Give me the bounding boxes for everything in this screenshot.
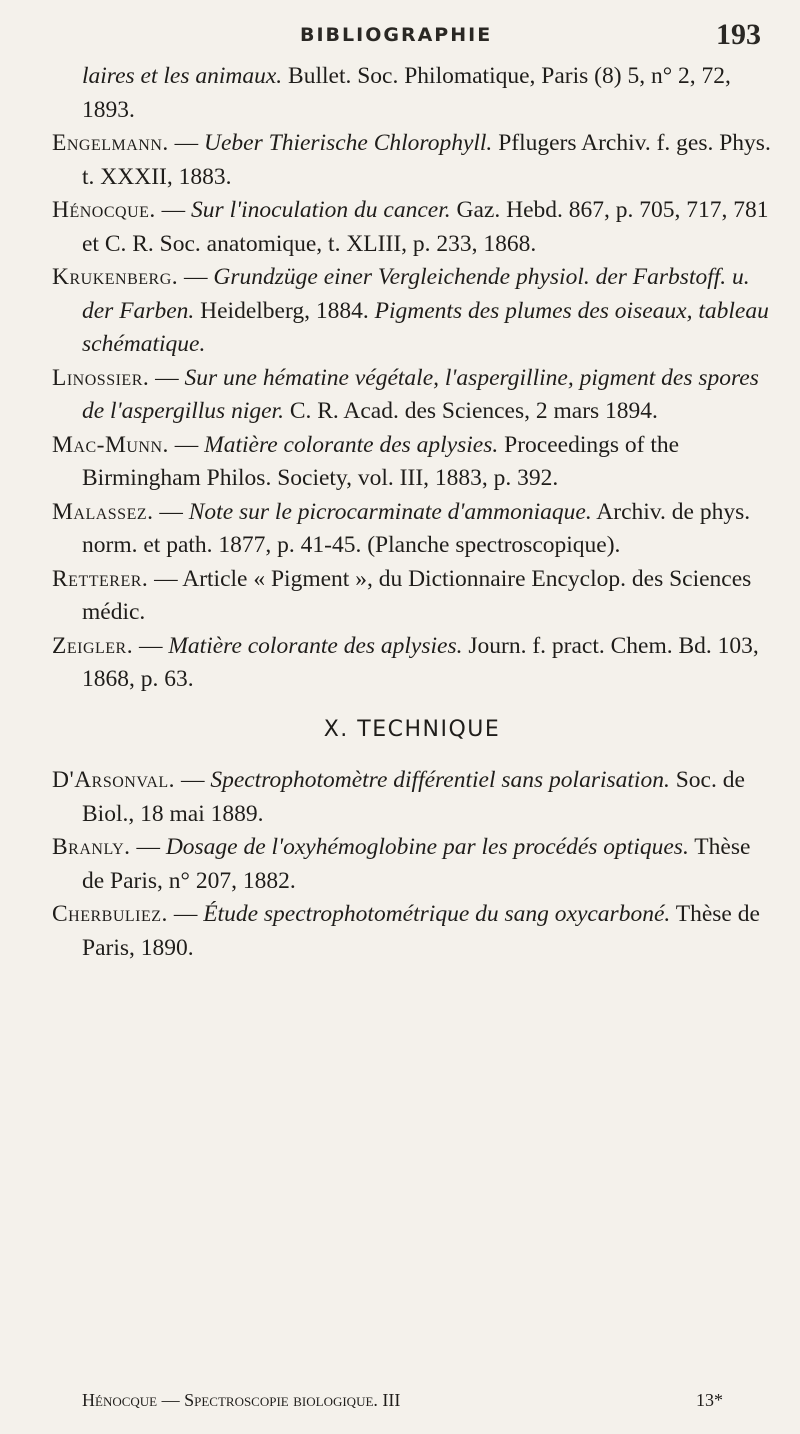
entry-details: Thèse de Paris, n° 207, 1882. (82, 834, 751, 894)
entry-title: Ueber Thierische Chlorophyll. (204, 130, 493, 156)
bibliography-entry: Mac-Munn. — Matière colorante des aplysies. Proceedings of the Birmingham Philos. Society, vol. III, 1883, p. 392. (52, 431, 680, 491)
entry-author: Linossier. (52, 364, 150, 391)
entry-author: Retterer. (52, 565, 149, 592)
entry-details: Gaz. Hebd. 867, p. 705, 717, 781 et C. R. Soc. anatomique, t. XLIII, p. 233, 1868. (82, 197, 769, 257)
running-title: BIBLIOGRAPHIE (300, 24, 493, 46)
entry-author: Zeigler. (52, 632, 134, 659)
entry-details: Journ. f. pract. Chem. Bd. 103, 1868, p. 63. (82, 632, 759, 692)
entry-author: Mac-Munn. (52, 431, 169, 458)
entry-details: Heidelberg, 1884. (194, 297, 375, 324)
entry-author: Hénocque. (52, 197, 156, 223)
entry-author: Engelmann. (52, 130, 169, 156)
entry-author: Branly. (52, 834, 131, 860)
bibliography-list-technique (52, 764, 772, 965)
running-head (0, 14, 800, 54)
bibliography-entry: D'Arsonval. — Spectrophotomètre différentiel sans polarisation. Soc. de Biol., 18 mai 1889. (52, 767, 745, 827)
entry-details: Bullet. Soc. Philomatique, Paris (8) 5, n° 2, 72, 1893. (82, 63, 731, 123)
bibliography-entry: Branly. — Dosage de l'oxyhémoglobine par les procédés optiques. Thèse de Paris, n° 207, 1882. (52, 834, 751, 894)
entry-title: Matière colorante des aplysies. (204, 431, 499, 458)
entry-details: Proceedings of the Birmingham Philos. Society, vol. III, 1883, p. 392. (82, 431, 680, 491)
entry-title: Dosage de l'oxyhémoglobine par les procédés optiques. (165, 834, 689, 860)
entry-details: Pflugers Archiv. f. ges. Phys. t. XXXII, 1883. (82, 130, 771, 190)
entry-details: Archiv. de phys. norm. et path. 1877, p. 41-45. (Planche spectroscopique). (82, 498, 751, 558)
entry-details: Soc. de Biol., 18 mai 1889. (82, 767, 745, 827)
bibliography-list (52, 60, 772, 697)
entry-title: Étude spectrophotométrique du sang oxycarboné. (203, 901, 671, 927)
bibliography-entry: Krukenberg. — Grundzüge einer Vergleichende physiol. der Farbstoff. u. der Farben. Heidelberg, 1884. Pigments des plumes des oiseaux, tableau schématique. (52, 264, 769, 357)
bibliography-entry: Retterer. — Article « Pigment », du Dictionnaire Encyclop. des Sciences médic. (52, 565, 752, 625)
entry-title: Spectrophotomètre différentiel sans polarisation. (210, 767, 670, 793)
entry-details: Article « Pigment », du Dictionnaire Encyclop. des Sciences médic. (82, 565, 752, 625)
entry-author: Malassez. (52, 498, 154, 525)
entry-details: C. R. Acad. des Sciences, 2 mars 1894. (283, 398, 658, 424)
bibliography-entry: Hénocque. — Sur l'inoculation du cancer. Gaz. Hebd. 867, p. 705, 717, 781 et C. R. Soc. anatomique, t. XLIII, p. 233, 1868. (52, 197, 769, 257)
bibliography-entry: Linossier. — Sur une hématine végétale, l'aspergilline, pigment des spores de l'aspergillus niger. C. R. Acad. des Sciences, 2 mars 1894. (52, 364, 759, 424)
entry-title: Sur l'inoculation du cancer. (191, 197, 451, 223)
section-heading: X. TECHNIQUE (323, 716, 501, 742)
entry-author: Cherbuliez. (52, 901, 168, 927)
bibliography-entry: Engelmann. — Ueber Thierische Chlorophyll. Pflugers Archiv. f. ges. Phys. t. XXXII, 1883. (52, 130, 771, 190)
footer-series: Hénocque — Spectroscopie biologique. III (82, 1390, 401, 1410)
entry-title: laires et les animaux. (82, 63, 283, 89)
page-footer (82, 1390, 772, 1420)
entry-title: Grundzüge einer Vergleichende physiol. der Farbstoff. u. der Farben. (82, 264, 750, 324)
bibliography-entry: Zeigler. — Matière colorante des aplysies. Journ. f. pract. Chem. Bd. 103, 1868, p. 63. (52, 632, 759, 692)
footer-signature: 13* (696, 1390, 723, 1410)
page-number: 193 (716, 18, 761, 51)
entry-author: Krukenberg. (52, 264, 179, 290)
entry-title: Matière colorante des aplysies. (168, 632, 463, 659)
entry-author: D'Arsonval. (52, 767, 176, 793)
bibliography-body (52, 60, 772, 965)
bibliography-entry: Cherbuliez. — Étude spectrophotométrique du sang oxycarboné. Thèse de Paris, 1890. (52, 901, 760, 961)
entry-title: Note sur le picrocarminate d'ammoniaque. (188, 498, 592, 525)
entry-details: Thèse de Paris, 1890. (82, 901, 760, 961)
entry-title-secondary: Pigments des plumes des oiseaux, tableau schématique. (82, 297, 769, 357)
bibliography-entry (52, 60, 772, 127)
bibliography-entry: Malassez. — Note sur le picrocarminate d'ammoniaque. Archiv. de phys. norm. et path. 1877, p. 41-45. (Planche spectroscopique). (52, 498, 751, 558)
entry-title: Sur une hématine végétale, l'aspergilline, pigment des spores de l'aspergillus niger. (82, 364, 759, 424)
